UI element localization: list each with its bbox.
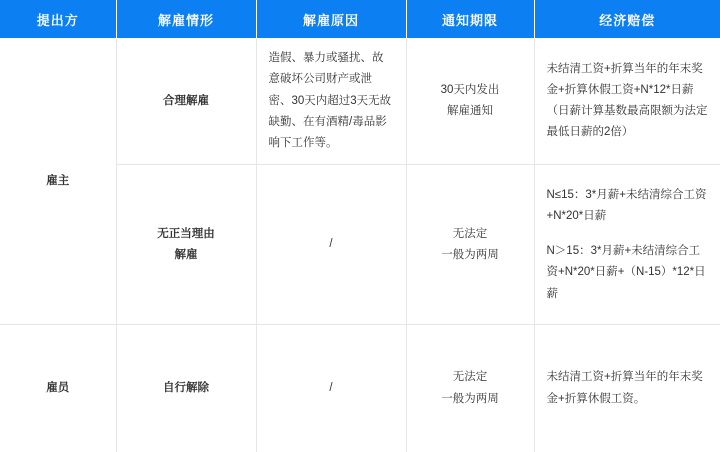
- notice-line-1: 30天内发出: [440, 83, 500, 96]
- column-header-case: 解雇情形: [116, 0, 256, 38]
- cell-reason-resignation: /: [256, 325, 406, 452]
- cell-compensation-justified-dismissal: 未结清工资+折算当年的年末奖金+折算休假工资+N*12*日薪（日薪计算基数最高限额为法定最低日薪的2倍）: [534, 38, 720, 165]
- column-header-compensation: 经济赔偿: [534, 0, 720, 38]
- table-row: [0, 325, 720, 452]
- cell-party-employer: 雇主: [0, 38, 116, 325]
- column-header-reason: 解雇原因: [256, 0, 406, 38]
- notice-line-1: 无法定: [452, 227, 488, 240]
- compensation-paragraph-1: N≤15：3*月薪+未结清综合工资+N*20*日薪: [546, 188, 707, 222]
- cell-party-employee: 雇员: [0, 325, 116, 452]
- case-line-2: 解雇: [174, 248, 198, 261]
- notice-line-1: 无法定: [452, 371, 488, 384]
- cell-notice-resignation: [406, 325, 534, 452]
- cell-notice-unjustified-dismissal: [406, 165, 534, 325]
- cell-case-justified-dismissal: 合理解雇: [116, 38, 256, 165]
- column-header-party: 提出方: [0, 0, 116, 38]
- table-header-row: [0, 0, 720, 38]
- notice-line-2: 解雇通知: [447, 105, 493, 118]
- cell-case-unjustified-dismissal: [116, 165, 256, 325]
- cell-reason-unjustified-dismissal: /: [256, 165, 406, 325]
- table-row: [0, 38, 720, 165]
- cell-compensation-unjustified-dismissal: [534, 165, 720, 325]
- notice-line-2: 一般为两周: [441, 392, 499, 405]
- cell-compensation-resignation: 未结清工资+折算当年的年末奖金+折算休假工资。: [546, 371, 703, 405]
- cell-case-resignation: 自行解除: [116, 325, 256, 452]
- case-line-1: 无正当理由: [157, 227, 215, 240]
- column-header-notice: 通知期限: [406, 0, 534, 38]
- cell-notice-justified-dismissal: [406, 38, 534, 165]
- notice-line-2: 一般为两周: [441, 248, 499, 261]
- cell-reason-justified-dismissal: 造假、暴力或骚扰、故意破坏公司财产或泄密、30天内超过3天无故缺勤、在有酒精/毒品影响下工作等。: [256, 38, 406, 165]
- compensation-paragraph-2: N＞15：3*月薪+未结清综合工资+N*20*日薪+（N-15）*12*日薪: [546, 245, 706, 300]
